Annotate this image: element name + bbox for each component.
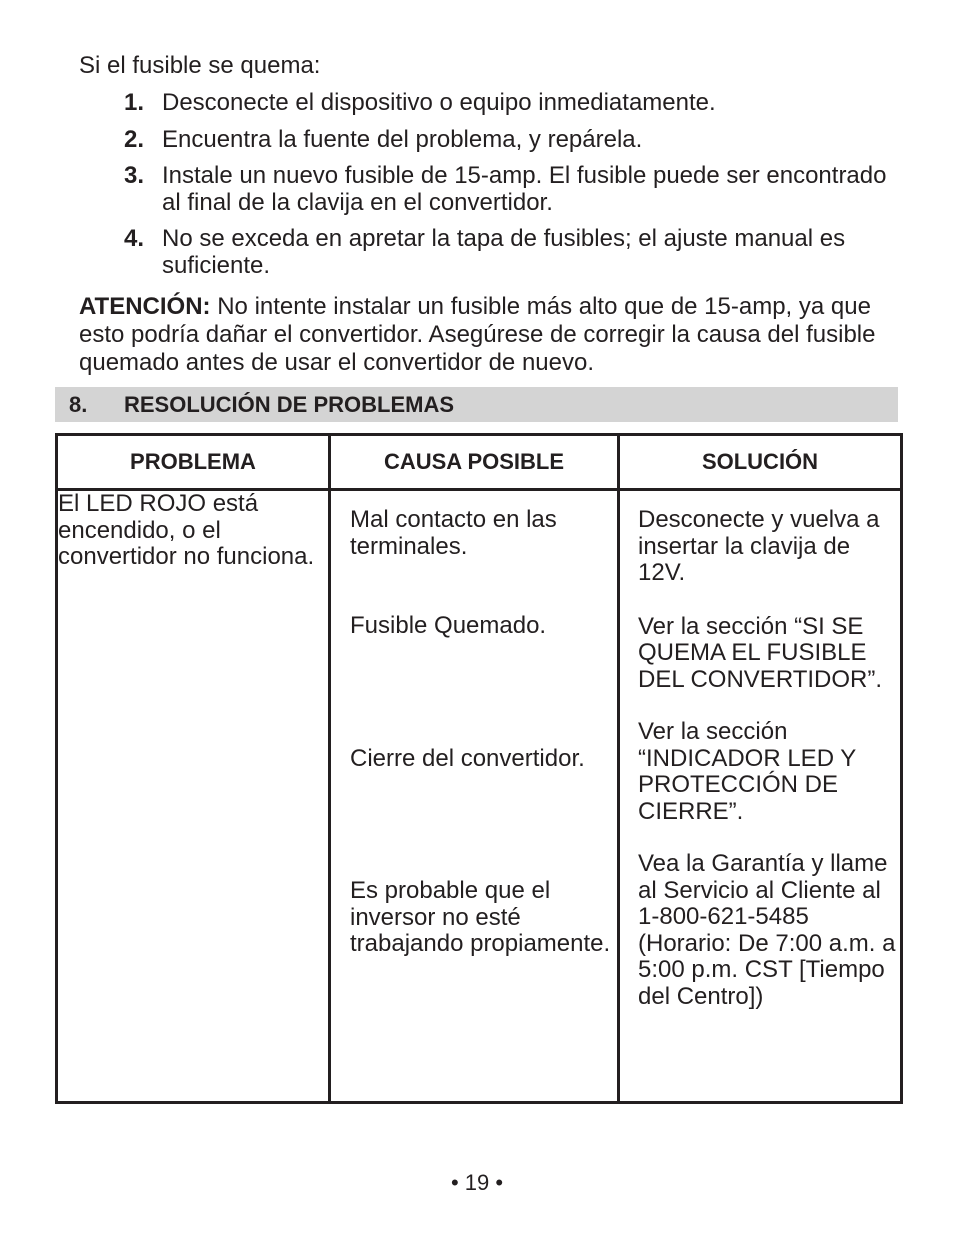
step-item	[79, 226, 899, 279]
step-number: 1.	[124, 89, 145, 116]
solution-item: Ver la sección “SI SE QUEMA EL FUSIBLE DEL CONVERTIDOR”.	[638, 612, 883, 693]
step-item	[79, 127, 899, 154]
step-text: Encuentra la fuente del problema, y repárela.	[162, 125, 643, 153]
cause-item: Es probable que el inversor no esté trabajando propiamente.	[350, 877, 611, 957]
cause-item: Fusible Quemado.	[350, 612, 547, 639]
step-text: Desconecte el dispositivo o equipo inmediatamente.	[162, 89, 716, 116]
step-number: 4.	[124, 225, 145, 252]
step-number: 2.	[124, 125, 145, 153]
solution-item: Desconecte y vuelva a insertar la clavija de 12V.	[638, 506, 880, 586]
section-number: 8.	[69, 392, 88, 417]
cause-item: Mal contacto en las terminales.	[350, 506, 557, 560]
solution-cell	[619, 490, 902, 1103]
attention-text: No intente instalar un fusible más alto que de 15-amp, ya que esto podría dañar el convertidor. Asegúrese de corregir la causa del fusible quemado antes de usar el convertidor de nuevo.	[79, 293, 876, 376]
solution-item: Vea la Garantía y llame al Servicio al Cliente al 1-800-621-5485 (Horario: De 7:00 a.m. a 5:00 p.m. CST [Tiempo del Centro])	[638, 850, 896, 1010]
intro-text: Si el fusible se quema:	[79, 52, 321, 79]
step-text: Instale un nuevo fusible de 15-amp. El fusible puede ser encontrado al final de la clavija en el convertidor.	[162, 162, 887, 216]
header-solution: SOLUCIÓN	[619, 435, 902, 490]
table-header-row	[57, 435, 902, 490]
step-item	[79, 90, 899, 117]
page-number: • 19 •	[450, 1170, 504, 1195]
steps-list	[79, 90, 899, 289]
section-heading	[55, 387, 898, 422]
attention-label: ATENCIÓN:	[79, 293, 211, 320]
solution-item: Ver la sección “INDICADOR LED Y PROTECCIÓN DE CIERRE”.	[638, 718, 856, 825]
cause-item: Cierre del convertidor.	[350, 744, 585, 772]
cause-cell	[330, 490, 619, 1103]
header-cause: CAUSA POSIBLE	[330, 435, 619, 490]
attention-note	[79, 293, 899, 377]
step-item	[79, 163, 899, 216]
problem-cell	[57, 490, 330, 1103]
step-number: 3.	[124, 162, 145, 189]
section-title: RESOLUCIÓN DE PROBLEMAS	[124, 392, 455, 417]
table-row	[57, 490, 902, 1103]
header-problem: PROBLEMA	[57, 435, 330, 490]
problem-text: El LED ROJO está encendido, o el convertidor no funciona.	[58, 490, 315, 570]
troubleshooting-table	[55, 433, 903, 1104]
step-text: No se exceda en apretar la tapa de fusibles; el ajuste manual es suficiente.	[162, 225, 846, 279]
